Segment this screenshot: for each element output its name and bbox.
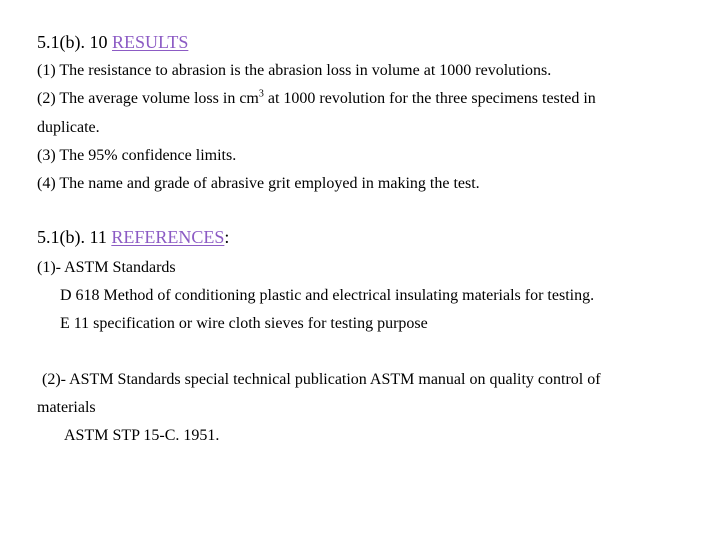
reference-line-3: E 11 specification or wire cloth sieves for testing purpose: [60, 315, 428, 332]
results-heading-number: 5.1(b). 10: [37, 32, 112, 52]
results-heading-title: RESULTS: [112, 32, 189, 52]
references-heading-title: REFERENCES: [111, 227, 225, 247]
results-heading: [37, 31, 188, 53]
reference-line-4: (2)- ASTM Standards special technical publication ASTM manual on quality control of: [42, 371, 601, 388]
references-heading-suffix: :: [224, 227, 230, 247]
cubic-superscript: 3: [258, 88, 264, 100]
results-item-2-continuation: duplicate.: [37, 119, 100, 136]
reference-line-2: D 618 Method of conditioning plastic and electrical insulating materials for testing.: [60, 287, 595, 304]
references-heading-number: 5.1(b). 11: [37, 227, 112, 247]
references-heading: [37, 226, 229, 248]
results-item-4: (4) The name and grade of abrasive grit employed in making the test.: [37, 175, 480, 192]
reference-line-1: (1)- ASTM Standards: [37, 259, 176, 276]
results-item-3: (3) The 95% confidence limits.: [37, 147, 237, 164]
reference-line-6: ASTM STP 15-C. 1951.: [64, 427, 220, 444]
results-item-1: (1) The resistance to abrasion is the abrasion loss in volume at 1000 revolutions.: [37, 62, 552, 79]
results-item-2-part-a: (2) The average volume loss in cm: [37, 90, 259, 107]
results-item-2-part-b: at 1000 revolution for the three specimens tested in: [263, 90, 596, 107]
results-item-2: [37, 89, 596, 109]
reference-line-5: materials: [37, 399, 96, 416]
